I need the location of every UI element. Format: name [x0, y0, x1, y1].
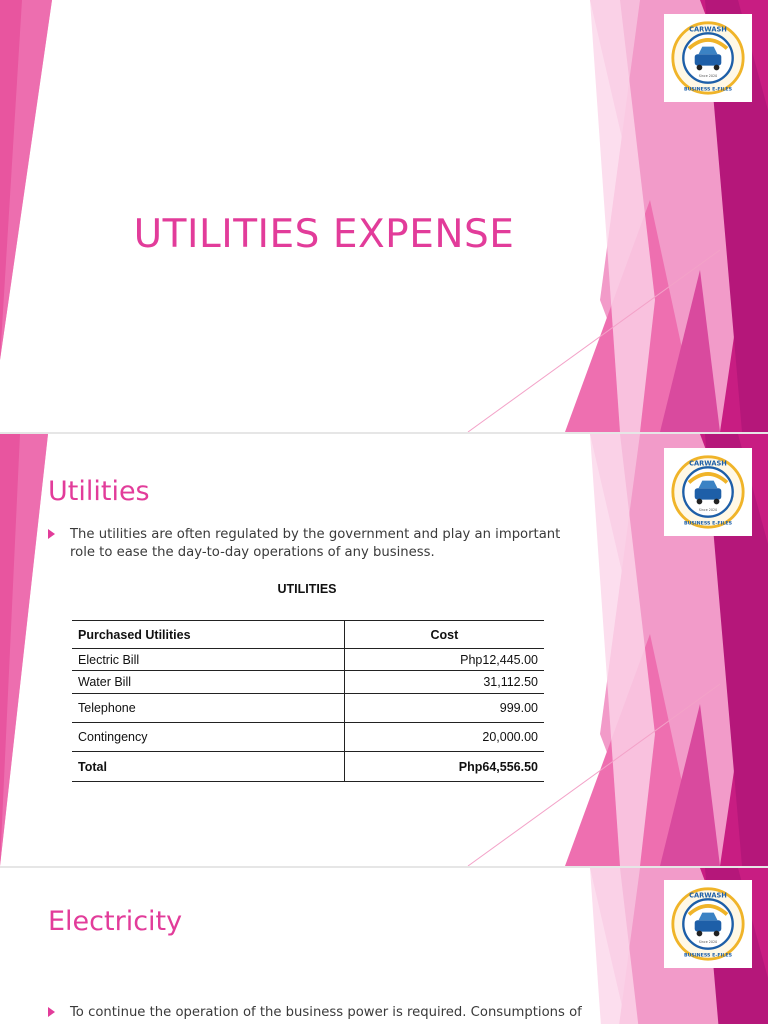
- table-row: [72, 723, 544, 752]
- table-caption: UTILITIES: [277, 582, 337, 596]
- column-header: Cost: [344, 621, 544, 649]
- slide-title-heading: UTILITIES EXPENSE: [133, 212, 515, 257]
- svg-text:Since 2020: Since 2020: [698, 508, 718, 512]
- svg-text:BUSINESS E-FILES: BUSINESS E-FILES: [683, 87, 733, 93]
- table-cell-cost: Php64,556.50: [344, 752, 544, 782]
- table-cell-item: Telephone: [72, 694, 344, 723]
- svg-text:BUSINESS E-FILES: BUSINESS E-FILES: [683, 953, 733, 959]
- table-row: [72, 671, 544, 694]
- svg-text:Since 2020: Since 2020: [698, 74, 718, 78]
- svg-text:Since 2020: Since 2020: [698, 940, 718, 944]
- bullet-text: To continue the operation of the business power is required. Consumptions of: [70, 1005, 582, 1020]
- table-row: [72, 694, 544, 723]
- svg-text:CARWASH: CARWASH: [689, 25, 727, 34]
- table-cell-item: Contingency: [72, 723, 344, 752]
- svg-text:CARWASH: CARWASH: [689, 891, 727, 900]
- table-cell-item: Total: [72, 752, 344, 782]
- slide-utilities: [0, 434, 768, 866]
- slide-title: [0, 0, 768, 432]
- carwash-logo-icon: [670, 20, 746, 96]
- section-heading: Electricity: [48, 906, 183, 937]
- slide-electricity: [0, 868, 768, 1024]
- table-cell-cost: 20,000.00: [344, 723, 544, 752]
- slide-decoration: [0, 868, 768, 1024]
- column-header: Purchased Utilities: [72, 621, 344, 649]
- table-cell-cost: 31,112.50: [344, 671, 544, 694]
- table-cell-cost: 999.00: [344, 694, 544, 723]
- svg-text:CARWASH: CARWASH: [689, 459, 727, 468]
- svg-text:BUSINESS E-FILES: BUSINESS E-FILES: [683, 521, 733, 527]
- utilities-table: [72, 620, 544, 782]
- bullet-point: [48, 526, 568, 562]
- table-total-row: [72, 752, 544, 782]
- company-logo: [664, 14, 752, 102]
- section-heading: Utilities: [48, 476, 150, 507]
- carwash-logo-icon: [670, 886, 746, 962]
- company-logo: [664, 880, 752, 968]
- table-header-row: [72, 621, 544, 649]
- bullet-arrow-icon: [48, 1007, 55, 1017]
- table-cell-cost: Php12,445.00: [344, 649, 544, 671]
- carwash-logo-icon: [670, 454, 746, 530]
- bullet-text: The utilities are often regulated by the government and play an important role to ease the day-to-day operations of any business.: [70, 527, 561, 560]
- company-logo: [664, 448, 752, 536]
- bullet-arrow-icon: [48, 529, 55, 539]
- bullet-point: [48, 1004, 588, 1022]
- table-row: [72, 649, 544, 671]
- table-cell-item: Water Bill: [72, 671, 344, 694]
- table-cell-item: Electric Bill: [72, 649, 344, 671]
